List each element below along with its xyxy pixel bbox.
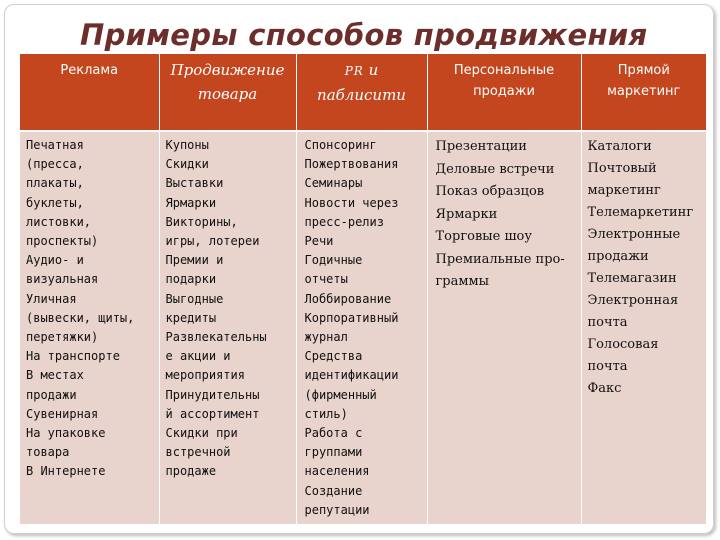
list-item: Создание — [304, 483, 363, 498]
list-item: Электронная — [587, 293, 679, 308]
list-item: Годичные — [304, 253, 363, 268]
column-advertising — [20, 131, 159, 524]
list-item: плакаты, — [26, 176, 84, 191]
list-item: Средства — [304, 349, 363, 364]
list-item: Развлекательны — [165, 330, 267, 345]
list-item: Купоны — [165, 138, 209, 152]
list-item: игры, лотереи — [165, 234, 260, 249]
list-item: Новости через — [304, 195, 399, 210]
header-advertising: Реклама — [20, 54, 159, 131]
list-item: буклеты, — [26, 195, 84, 210]
list-item: продажи — [26, 387, 77, 402]
slide-title: Примеры способов продвижения — [80, 18, 648, 52]
header-sales-promotion: Продвижение товара — [159, 54, 296, 131]
list-item: Сувенирная — [26, 406, 99, 421]
list-item: Ярмарки — [165, 195, 217, 210]
column-sales-promotion — [159, 131, 296, 524]
list-item: Премии и — [165, 253, 224, 268]
list-item: Телемагазин — [587, 271, 677, 286]
list-item: журнал — [304, 330, 348, 345]
list-item: листовки, — [26, 214, 92, 229]
header-pr-publicity: PR и паблисити — [296, 54, 427, 131]
list-item: На упаковке — [26, 426, 106, 441]
list-item: Скидки при — [165, 426, 238, 441]
list-item: продаже — [165, 464, 217, 479]
list-item: мероприятия — [165, 368, 245, 383]
list-item: маркетинг — [587, 183, 661, 198]
list-item: Лоббирование — [304, 291, 392, 306]
table-body-row — [20, 131, 706, 524]
list-item: Пожертвования — [304, 157, 399, 172]
list-item: Работа с — [304, 426, 363, 441]
list-item: отчеты — [304, 272, 348, 287]
list-item: Корпоративный — [304, 310, 399, 325]
list-item: почта — [587, 359, 628, 374]
list-item: пресс-релиз — [304, 214, 384, 229]
column-direct-marketing — [581, 131, 706, 524]
list-item: Печатная — [26, 138, 84, 152]
list-item: Уличная — [26, 291, 77, 306]
list-item: товара — [26, 445, 70, 460]
list-item: Телемаркетинг — [587, 205, 694, 220]
list-item: идентификации — [304, 368, 399, 383]
list-item: Премиальные про- — [435, 251, 565, 267]
list-item: Семинары — [304, 176, 363, 191]
list-item: В местах — [26, 368, 84, 383]
list-item: визуальная — [26, 272, 99, 287]
header-personal-selling: Персональные продажи — [427, 54, 581, 131]
column-pr-publicity — [296, 131, 427, 524]
list-item: (пресса, — [26, 157, 84, 172]
list-item: Презентации — [435, 139, 527, 154]
list-item: встречной — [165, 445, 231, 460]
list-item: Принудительны — [165, 387, 260, 402]
list-item: группами — [304, 445, 363, 460]
list-item: Выставки — [165, 176, 224, 191]
list-item: Деловые встречи — [435, 161, 555, 177]
list-item: Аудио- и — [26, 253, 84, 268]
list-item: Каталоги — [587, 139, 652, 154]
list-item: граммы — [435, 274, 489, 289]
list-item: проспекты) — [26, 234, 99, 249]
list-item: Спонсоринг — [304, 138, 377, 152]
list-item: Скидки — [165, 157, 209, 172]
list-item: Выгодные — [165, 291, 224, 306]
promotion-methods-table — [20, 54, 706, 524]
list-item: репутации — [304, 502, 370, 517]
list-item: Речи — [304, 234, 334, 249]
list-item: е акции и — [165, 349, 231, 364]
list-item: населения — [304, 464, 370, 479]
list-item: стиль) — [304, 406, 348, 421]
list-item: Викторины, — [165, 214, 238, 229]
list-item: кредиты — [165, 310, 217, 325]
header-direct-marketing: Прямой маркетинг — [581, 54, 706, 131]
list-item: Электронные — [587, 227, 681, 242]
list-item: Почтовый — [587, 161, 657, 176]
list-item: подарки — [165, 272, 217, 287]
list-item: Показ образцов — [435, 184, 545, 199]
list-item: почта — [587, 315, 628, 330]
list-item: Торговые шоу — [435, 229, 533, 244]
list-item: перетяжки) — [26, 330, 99, 345]
list-item: продажи — [587, 249, 649, 264]
list-item: (фирменный — [304, 387, 377, 402]
list-item: В Интернете — [26, 464, 106, 479]
list-item: й ассортимент — [165, 406, 260, 421]
list-item: Голосовая — [587, 337, 659, 352]
list-item: На транспорте — [26, 349, 120, 364]
list-item: (вывески, щиты, — [26, 310, 135, 325]
table-header-row — [20, 54, 706, 131]
list-item: Ярмарки — [435, 206, 498, 222]
list-item: Факс — [587, 381, 622, 396]
column-personal-selling — [427, 131, 581, 524]
